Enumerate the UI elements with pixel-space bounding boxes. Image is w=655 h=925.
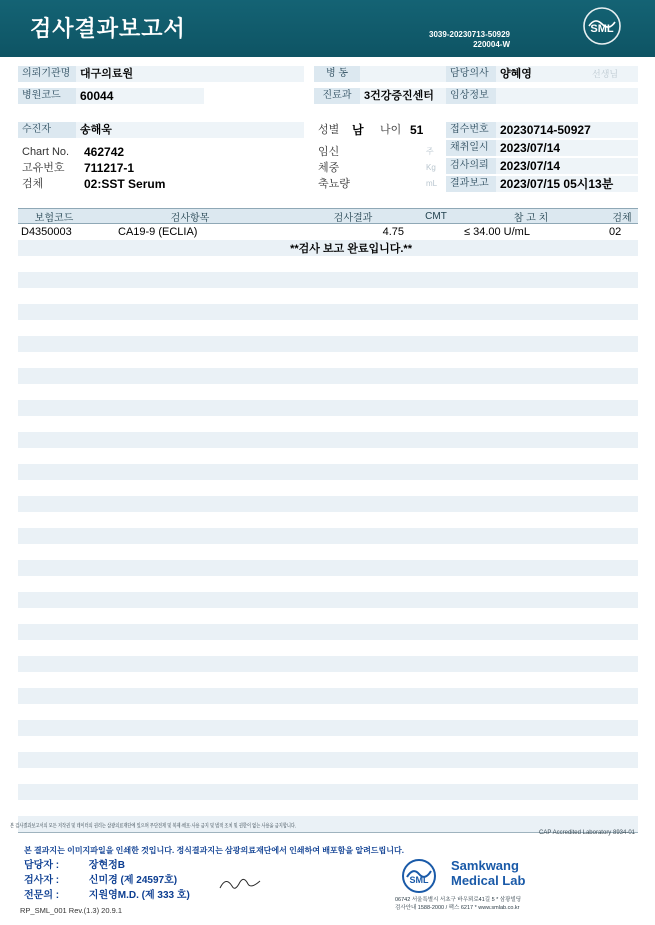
recipient-value: 송해욱	[76, 122, 304, 138]
table-row-empty	[18, 624, 638, 640]
patient-info-panel	[18, 66, 638, 191]
table-row-empty	[18, 320, 638, 336]
lab-address-line-1: 06742 서울특별시 서초구 바우뫼로41길 5 * 삼광빌딩	[395, 897, 522, 903]
hospital-code-value: 60044	[76, 88, 204, 104]
ward-label: 병 동	[314, 66, 360, 82]
collect-datetime-label: 채취일시	[446, 140, 496, 156]
age-label: 나이	[380, 124, 402, 136]
sex-value: 남	[352, 123, 364, 137]
table-row-empty	[18, 416, 638, 432]
table-row	[18, 224, 638, 240]
doctor-label: 담당의사	[446, 66, 496, 82]
dept-value: 3건강증진센터	[360, 88, 450, 104]
table-row-empty	[18, 688, 638, 704]
barcode-line-2: 220004-W	[473, 40, 510, 49]
cell-specimen: 02	[609, 226, 622, 238]
table-row-empty	[18, 576, 638, 592]
lab-address-line-2: 검사안내 1588-2000 / 팩스 6217 * www.smlab.co.kr	[395, 905, 520, 911]
table-row-empty	[18, 784, 638, 800]
barcode-number	[429, 30, 510, 50]
results-table	[18, 208, 638, 848]
table-row-empty	[18, 336, 638, 352]
print-notice: 본 결과지는 이미지파일을 인쇄한 것입니다. 정식결과지는 삼광의료재단에서 인쇄하여 배포함을 알려드립니다.	[24, 846, 404, 855]
table-row-empty	[18, 640, 638, 656]
manager-value: 장현정B	[88, 860, 125, 871]
table-row-empty	[18, 560, 638, 576]
form-version: RP_SML_001 Rev.(1.3) 20.9.1	[20, 906, 123, 915]
sex-label: 성별	[318, 124, 340, 136]
age-value: 51	[410, 123, 424, 137]
order-datetime-value: 2023/07/14	[496, 158, 638, 174]
table-row-empty	[18, 544, 638, 560]
hospital-code-label: 병원코드	[18, 88, 76, 104]
collect-datetime-value: 2023/07/14	[496, 140, 638, 156]
table-row-empty	[18, 672, 638, 688]
samkwang-mark-icon	[395, 856, 445, 896]
sml-logo-icon	[567, 6, 637, 46]
specimen-label: 검체	[22, 178, 44, 190]
pregnancy-label: 임신	[318, 146, 340, 158]
clinical-info-value	[496, 88, 638, 104]
column-header-cmt: CMT	[425, 210, 447, 222]
completion-note-row	[18, 240, 638, 256]
specimen-value: 02:SST Serum	[84, 177, 166, 191]
cell-result: 4.75	[382, 226, 404, 238]
unique-no-value: 711217-1	[84, 161, 135, 175]
column-header-reference: 참 고 치	[513, 212, 549, 224]
table-row-empty	[18, 432, 638, 448]
completion-note: **검사 보고 완료입니다.**	[290, 243, 412, 255]
table-row-empty	[18, 448, 638, 464]
report-datetime-value: 2023/07/15 05시13분	[496, 176, 638, 192]
table-row-empty	[18, 384, 638, 400]
column-header-specimen: 검체	[612, 212, 632, 224]
table-row-empty	[18, 768, 638, 784]
legal-fine-print: 본 검사결과보고서의 모든 저작권 및 데이터의 권리는 삼광의료재단에 있으며 무단전재 및 복제·배포·사용 금지 및 법적 조치 및 권한이 없는 사용을 금지합니다.	[10, 822, 297, 829]
column-header-code: 보험코드	[34, 212, 74, 224]
lab-name	[451, 858, 525, 888]
table-row-empty	[18, 368, 638, 384]
lab-logo	[395, 856, 635, 898]
ward-value	[360, 66, 450, 82]
cell-test-name: CA19-9 (ECLIA)	[118, 226, 198, 238]
table-row-empty	[18, 304, 638, 320]
table-row-empty	[18, 800, 638, 816]
cell-code: D4350003	[21, 226, 72, 238]
client-value: 대구의료원	[76, 66, 304, 82]
urine-volume-label: 축뇨량	[318, 178, 350, 190]
table-body	[18, 224, 638, 848]
order-datetime-label: 검사의뢰	[446, 158, 496, 174]
chart-no-label: Chart No.	[22, 146, 70, 158]
unique-no-label: 고유번호	[22, 162, 65, 174]
table-row-empty	[18, 496, 638, 512]
weight-label: 체중	[318, 162, 340, 174]
table-row-empty	[18, 512, 638, 528]
cell-reference: ≤ 34.00 U/mL	[464, 226, 530, 238]
svg-text:SML: SML	[409, 875, 429, 885]
lab-name-line-1: Samkwang	[451, 858, 519, 873]
specialist-label: 전문의 :	[24, 890, 60, 901]
manager-label: 담당자 :	[24, 860, 60, 871]
table-row-empty	[18, 272, 638, 288]
table-header-row	[18, 208, 638, 224]
recipient-label: 수진자	[18, 122, 76, 138]
table-row-empty	[18, 256, 638, 272]
pregnancy-unit: 주	[426, 147, 434, 156]
doctor-suffix: 선생님	[592, 69, 619, 79]
table-row-empty	[18, 288, 638, 304]
signature-row	[24, 858, 190, 873]
handwritten-signature-icon	[218, 876, 262, 892]
receipt-no-value: 20230714-50927	[496, 122, 638, 138]
urine-volume-unit: mL	[426, 179, 438, 188]
signature-row	[24, 888, 190, 903]
table-row-empty	[18, 352, 638, 368]
table-row-empty	[18, 752, 638, 768]
table-row-empty	[18, 480, 638, 496]
tester-label: 검사자 :	[24, 875, 60, 886]
specialist-value: 지원영M.D. (제 333 호)	[88, 890, 190, 901]
lab-name-line-2: Medical Lab	[451, 873, 526, 888]
signature-block	[24, 858, 190, 903]
barcode-line-1: 3039-20230713-50929	[429, 30, 510, 39]
lab-address	[395, 896, 645, 912]
table-row-empty	[18, 528, 638, 544]
signature-row	[24, 873, 190, 888]
svg-text:SML: SML	[590, 23, 614, 35]
table-row-empty	[18, 736, 638, 752]
client-label: 의뢰기관명	[18, 66, 76, 82]
report-header	[0, 0, 655, 57]
cap-accreditation-text: CAP Accredited Laboratory 8934-01	[539, 830, 635, 836]
column-header-test-name: 검사항목	[170, 212, 210, 224]
table-row-empty	[18, 720, 638, 736]
table-row-empty	[18, 656, 638, 672]
table-row-empty	[18, 464, 638, 480]
doctor-value: 양혜영	[496, 66, 638, 82]
chart-no-value: 462742	[84, 145, 125, 159]
receipt-no-label: 접수번호	[446, 122, 496, 138]
table-row-empty	[18, 400, 638, 416]
report-datetime-label: 결과보고	[446, 176, 496, 192]
clinical-info-label: 임상정보	[446, 88, 496, 104]
table-row-empty	[18, 608, 638, 624]
tester-value: 신미경 (제 24597호)	[88, 875, 178, 886]
weight-unit: Kg	[426, 163, 436, 172]
table-row-empty	[18, 592, 638, 608]
column-header-result: 검사결과	[333, 212, 373, 224]
table-row-empty	[18, 704, 638, 720]
page-title: 검사결과보고서	[30, 16, 186, 41]
dept-label: 진료과	[314, 88, 360, 104]
